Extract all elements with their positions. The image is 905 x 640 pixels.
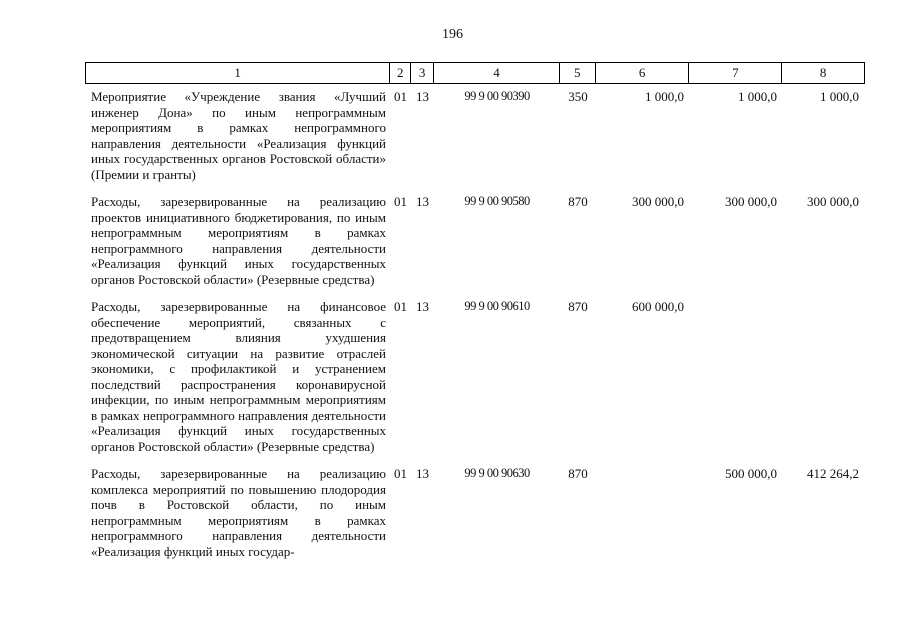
table-row <box>85 194 865 287</box>
row-amount-col7: 500 000,0 <box>725 466 777 481</box>
row-amount-col8: 300 000,0 <box>807 194 859 209</box>
table-row <box>85 299 865 454</box>
row-amount-col6: 1 000,0 <box>645 89 684 104</box>
table-row <box>85 89 865 182</box>
header-col-6: 6 <box>596 63 690 83</box>
row-amount-col7 <box>690 299 783 454</box>
row-target-code: 99 9 00 90630 <box>464 466 530 480</box>
table-body <box>85 89 865 571</box>
row-description: Расходы, зарезервированные на реализацию проектов инициативного бюджетирования, по иным непрограммным мероприятиям в рамках непрограммного направления деятельности «Реализация функций иных государственных органов Ростовской области» (Резервные средства) <box>91 194 386 287</box>
row-amount-col8: 412 264,2 <box>807 466 859 481</box>
header-col-5: 5 <box>560 63 596 83</box>
header-col-4: 4 <box>434 63 560 83</box>
row-amount-col7: 300 000,0 <box>725 194 777 209</box>
header-col-1: 1 <box>86 63 390 83</box>
row-expense-type: 350 <box>568 89 588 104</box>
header-col-7: 7 <box>689 63 782 83</box>
row-section: 01 <box>394 466 407 481</box>
row-amount-col7: 1 000,0 <box>738 89 777 104</box>
row-subsection: 13 <box>416 299 429 314</box>
row-expense-type: 870 <box>568 194 588 209</box>
row-description: Расходы, зарезервированные на реализацию комплекса мероприятий по повышению плодородия почв в Ростовской области, по иным непрограммным мероприятиям в рамках непрограммного направления деятельности «Реализация функций иных государ- <box>91 466 386 559</box>
header-col-2: 2 <box>390 63 411 83</box>
row-expense-type: 870 <box>568 299 588 314</box>
row-section: 01 <box>394 299 407 314</box>
row-section: 01 <box>394 89 407 104</box>
row-subsection: 13 <box>416 194 429 209</box>
row-description: Расходы, зарезервированные на финансовое обеспечение мероприятий, связанных с предотвращением влияния ухудшения экономической ситуации на развитие отраслей экономики, с профилактикой и устранением последствий распространения коронавирусной инфекции, по иным непрограммным мероприятиям в рамках непрограммного направления деятельности «Реализация функций иных государственных органов Ростовской области» (Резервные средства) <box>91 299 386 454</box>
row-target-code: 99 9 00 90610 <box>464 299 530 313</box>
row-expense-type: 870 <box>568 466 588 481</box>
row-target-code: 99 9 00 90580 <box>464 194 530 208</box>
row-amount-col8 <box>783 299 865 454</box>
row-subsection: 13 <box>416 466 429 481</box>
header-col-8: 8 <box>819 65 827 80</box>
row-section: 01 <box>394 194 407 209</box>
row-subsection: 13 <box>416 89 429 104</box>
table-row <box>85 466 865 559</box>
row-amount-col6: 600 000,0 <box>632 299 684 314</box>
row-amount-col6 <box>596 466 690 559</box>
page-number: 196 <box>442 27 463 42</box>
row-description: Мероприятие «Учреждение звания «Лучший инженер Дона» по иным непрограммным мероприятиям в рамках непрограммного направления деятельности «Реализация функций иных государственных органов Ростовской области» (Премии и гранты) <box>91 89 386 182</box>
row-amount-col6: 300 000,0 <box>632 194 684 209</box>
table-header-row <box>85 62 865 84</box>
row-amount-col8: 1 000,0 <box>820 89 859 104</box>
row-target-code: 99 9 00 90390 <box>464 89 530 103</box>
header-col-3: 3 <box>411 63 434 83</box>
